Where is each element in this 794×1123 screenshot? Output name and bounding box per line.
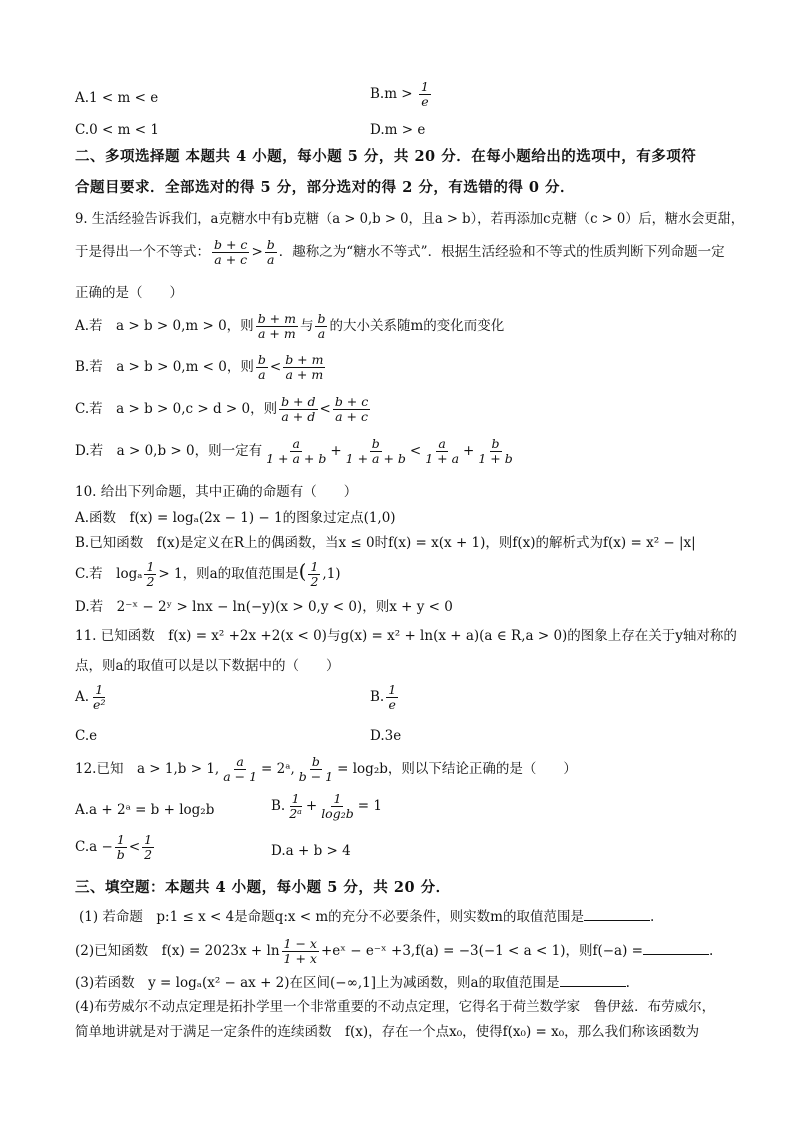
q12-option-d: D.a + b > 4 [271, 843, 351, 859]
fraction [256, 312, 298, 341]
fraction [423, 437, 461, 466]
fraction [287, 792, 304, 821]
q12-c-pre: C.a − [75, 839, 113, 855]
fraction [264, 437, 328, 466]
q10-option-d: D.若 2⁻ˣ − 2ʸ > lnx − ln(−y)(x > 0,y < 0)，则x + y < 0 [75, 599, 453, 615]
fill-blank-2-post: +eˣ − e⁻ˣ +3,f(a) = −3(−1 < a < 1)，则f(−a) = [320, 943, 643, 959]
q9-option-c [75, 395, 372, 424]
q12-b-post: = 1 [357, 798, 382, 814]
answer-blank[interactable] [584, 906, 650, 921]
fraction [333, 395, 370, 424]
fraction [212, 238, 249, 267]
denominator: a + m [285, 367, 324, 382]
gt-sign: > [251, 244, 263, 260]
fill-blank-1 [79, 906, 654, 926]
q11-b-label: B. [370, 689, 385, 705]
fill-blank-4-line2: 简单地讲就是对于满足一定条件的连续函数 f(x)，存在一个点x₀，使得f(x₀) = x₀，那么我们称该函数为 [75, 1024, 700, 1040]
fraction [91, 683, 107, 712]
plus-sign: + [305, 798, 318, 814]
fraction [256, 353, 268, 382]
denominator: 1 + x [283, 951, 317, 966]
q10-c-pre: C.若 logₐ [75, 566, 143, 582]
denominator: 1 + a [425, 451, 460, 466]
section2-heading-line2: 合题目要求．全部选对的得 5 分，部分选对的得 2 分，有选错的得 0 分． [75, 179, 576, 196]
q11-option-d: D.3e [370, 728, 402, 744]
q12-option-c [75, 833, 156, 862]
answer-blank[interactable] [560, 972, 626, 987]
lt-sign: < [269, 359, 282, 375]
q11-option-c: C.e [75, 728, 98, 744]
lt-sign: < [128, 839, 141, 855]
fraction [283, 353, 325, 382]
denominator: 2 [144, 847, 153, 862]
q11-option-b [370, 683, 400, 712]
denominator: a − 1 [223, 769, 258, 784]
q9-option-a [75, 312, 504, 341]
fraction [319, 792, 356, 821]
q9-d-pre: D.若 a > 0,b > 0，则一定有 [75, 443, 263, 459]
denominator: 2 [146, 574, 155, 589]
q12-pre: 12.已知 a > 1,b > 1, [75, 761, 220, 777]
denominator: a + m [257, 326, 296, 341]
q9-line2-post: ．趣称之为“糖水不等式”．根据生活经验和不等式的性质判断下列命题一定 [278, 244, 725, 260]
q9-a-pre: A.若 a > b > 0,m > 0，则 [75, 318, 254, 334]
option-d: D.m > e [370, 122, 426, 138]
fill-blank-2 [75, 937, 713, 966]
period: . [649, 909, 655, 925]
numerator: b [311, 754, 320, 769]
fill-blank-2-pre: (2)已知函数 f(x) = 2023x + ln [75, 943, 280, 959]
denominator: a [267, 252, 275, 267]
numerator: 1 [116, 832, 125, 847]
q10-option-c [75, 560, 341, 589]
range-close: ,1) [322, 566, 341, 582]
option-b-label: B.m > [370, 86, 413, 102]
q12-b-label: B. [271, 798, 286, 814]
fraction [142, 833, 154, 862]
fill-blank-4-line1: (4)布劳威尔不动点定理是拓扑学里一个非常重要的不动点定理，它得名于荷兰数学家 鲁伊兹．布劳威尔， [75, 999, 716, 1015]
option-c: C.0 < m < 1 [75, 122, 159, 138]
fraction [419, 80, 431, 109]
q12-option-b [271, 792, 382, 821]
fill-blank-1-text: (1) 若命题 p:1 ≤ x < 4是命题q:x < m的充分不必要条件，则实数m的取值范围是 [79, 909, 584, 925]
denominator: 1 + b [478, 451, 513, 466]
fraction [279, 395, 317, 424]
fraction [308, 560, 320, 589]
q10-option-b: B.已知函数 f(x)是定义在R上的偶函数，当x ≤ 0时f(x) = x(x + 1)，则f(x)的解析式为f(x) = x² − |x| [75, 535, 696, 551]
numerator: 1 [388, 682, 397, 697]
numerator: 1 [146, 559, 155, 574]
q9-a-post: 的大小关系随m的变化而变化 [329, 318, 505, 334]
fraction [265, 238, 277, 267]
numerator: b + c [334, 394, 369, 409]
numerator: 1 [291, 791, 300, 806]
numerator: 1 [144, 832, 153, 847]
numerator: 1 − x [283, 936, 317, 951]
q9-option-b [75, 353, 327, 382]
q9-line2-pre: 于是得出一个不等式： [75, 244, 210, 260]
numerator: a [292, 436, 300, 451]
denominator: 1 + a + b [345, 451, 406, 466]
numerator: b [317, 311, 326, 326]
q12-stem [75, 755, 577, 784]
period: . [625, 975, 630, 991]
fraction [297, 755, 335, 784]
denominator: a [317, 326, 326, 341]
denominator: a + c [214, 252, 248, 267]
numerator: 1 [333, 791, 342, 806]
option-b [370, 80, 433, 109]
denominator: e² [93, 697, 106, 712]
period: . [708, 943, 714, 959]
q9-line2 [75, 238, 725, 267]
fraction [115, 833, 127, 862]
q10-c-mid: > 1，则a的取值范围是 [158, 566, 299, 582]
q11-a-label: A. [75, 689, 90, 705]
numerator: b [491, 436, 500, 451]
denominator: e [388, 697, 396, 712]
section2-heading-line1: 二、多项选择题 本题共 4 小题，每小题 5 分，共 20 分．在每小题给出的选项中，有多项符 [75, 148, 697, 165]
plus-sign: + [463, 443, 475, 459]
answer-blank[interactable] [643, 940, 709, 955]
q10-stem: 10. 给出下列命题，其中正确的命题有（ ） [75, 484, 358, 500]
numerator: 1 [95, 682, 104, 697]
numerator: 1 [310, 559, 319, 574]
numerator: b + m [257, 311, 296, 326]
q10-option-a: A.函数 f(x) = logₐ(2x − 1) − 1的图象过定点(1,0) [75, 510, 396, 526]
numerator: a [236, 754, 244, 769]
q11-line1: 11. 已知函数 f(x) = x² +2x +2(x < 0)与g(x) = x² + ln(x + a)(a ∈ R,a > 0)的图象上存在关于y轴对称的 [75, 628, 737, 644]
denominator: 1 + a + b [266, 451, 327, 466]
fraction [315, 312, 327, 341]
denominator: 2ᵃ [289, 806, 302, 821]
denominator: b [116, 847, 125, 862]
numerator: b + m [285, 352, 324, 367]
numerator: b + c [214, 237, 248, 252]
numerator: b [266, 237, 275, 252]
fraction [476, 437, 514, 466]
denominator: e [421, 94, 429, 109]
q11-option-a [75, 683, 109, 712]
q9-c-pre: C.若 a > b > 0,c > d > 0，则 [75, 401, 278, 417]
section3-heading: 三、填空题：本题共 4 小题，每小题 5 分，共 20 分． [75, 879, 451, 896]
fill-blank-3-text: (3)若函数 y = logₐ(x² − ax + 2)在区间(−∞,1]上为减函数，则a的取值范围是 [75, 975, 560, 991]
denominator: a + d [281, 409, 316, 424]
numerator: a [438, 436, 446, 451]
denominator: b − 1 [298, 769, 334, 784]
numerator: 1 [420, 79, 429, 94]
q12-mid1: = 2ᵃ, [261, 761, 295, 777]
q9-a-mid: 与 [299, 318, 314, 334]
numerator: b + d [281, 394, 316, 409]
plus-sign: + [330, 443, 342, 459]
fraction [386, 683, 398, 712]
denominator: a + c [335, 409, 368, 424]
q9-option-d [75, 437, 517, 466]
denominator: 2 [310, 574, 319, 589]
fraction [221, 755, 259, 784]
denominator: log₂b [321, 806, 354, 821]
lt-sign: < [319, 401, 331, 417]
numerator: b [257, 352, 266, 367]
q12-post: = log₂b，则以下结论正确的是（ ） [337, 761, 577, 777]
q9-b-pre: B.若 a > b > 0,m < 0，则 [75, 359, 254, 375]
q9-line3: 正确的是（ ） [75, 285, 183, 301]
q12-option-a: A.a + 2ᵃ = b + log₂b [75, 802, 215, 818]
fraction [144, 560, 156, 589]
fill-blank-3 [75, 972, 630, 992]
fraction [282, 937, 319, 966]
fraction [344, 437, 408, 466]
denominator: a [258, 367, 266, 382]
lt-sign: < [409, 443, 422, 459]
q11-line2: 点，则a的取值可以是以下数据中的（ ） [75, 658, 340, 674]
numerator: b [371, 436, 380, 451]
paren-open: ( [298, 559, 307, 583]
q9-line1: 9. 生活经验告诉我们，a克糖水中有b克糖（a > 0,b > 0，且a > b），若再添加c克糖（c > 0）后，糖水会更甜， [75, 211, 745, 227]
option-a: A.1 < m < e [75, 90, 159, 106]
